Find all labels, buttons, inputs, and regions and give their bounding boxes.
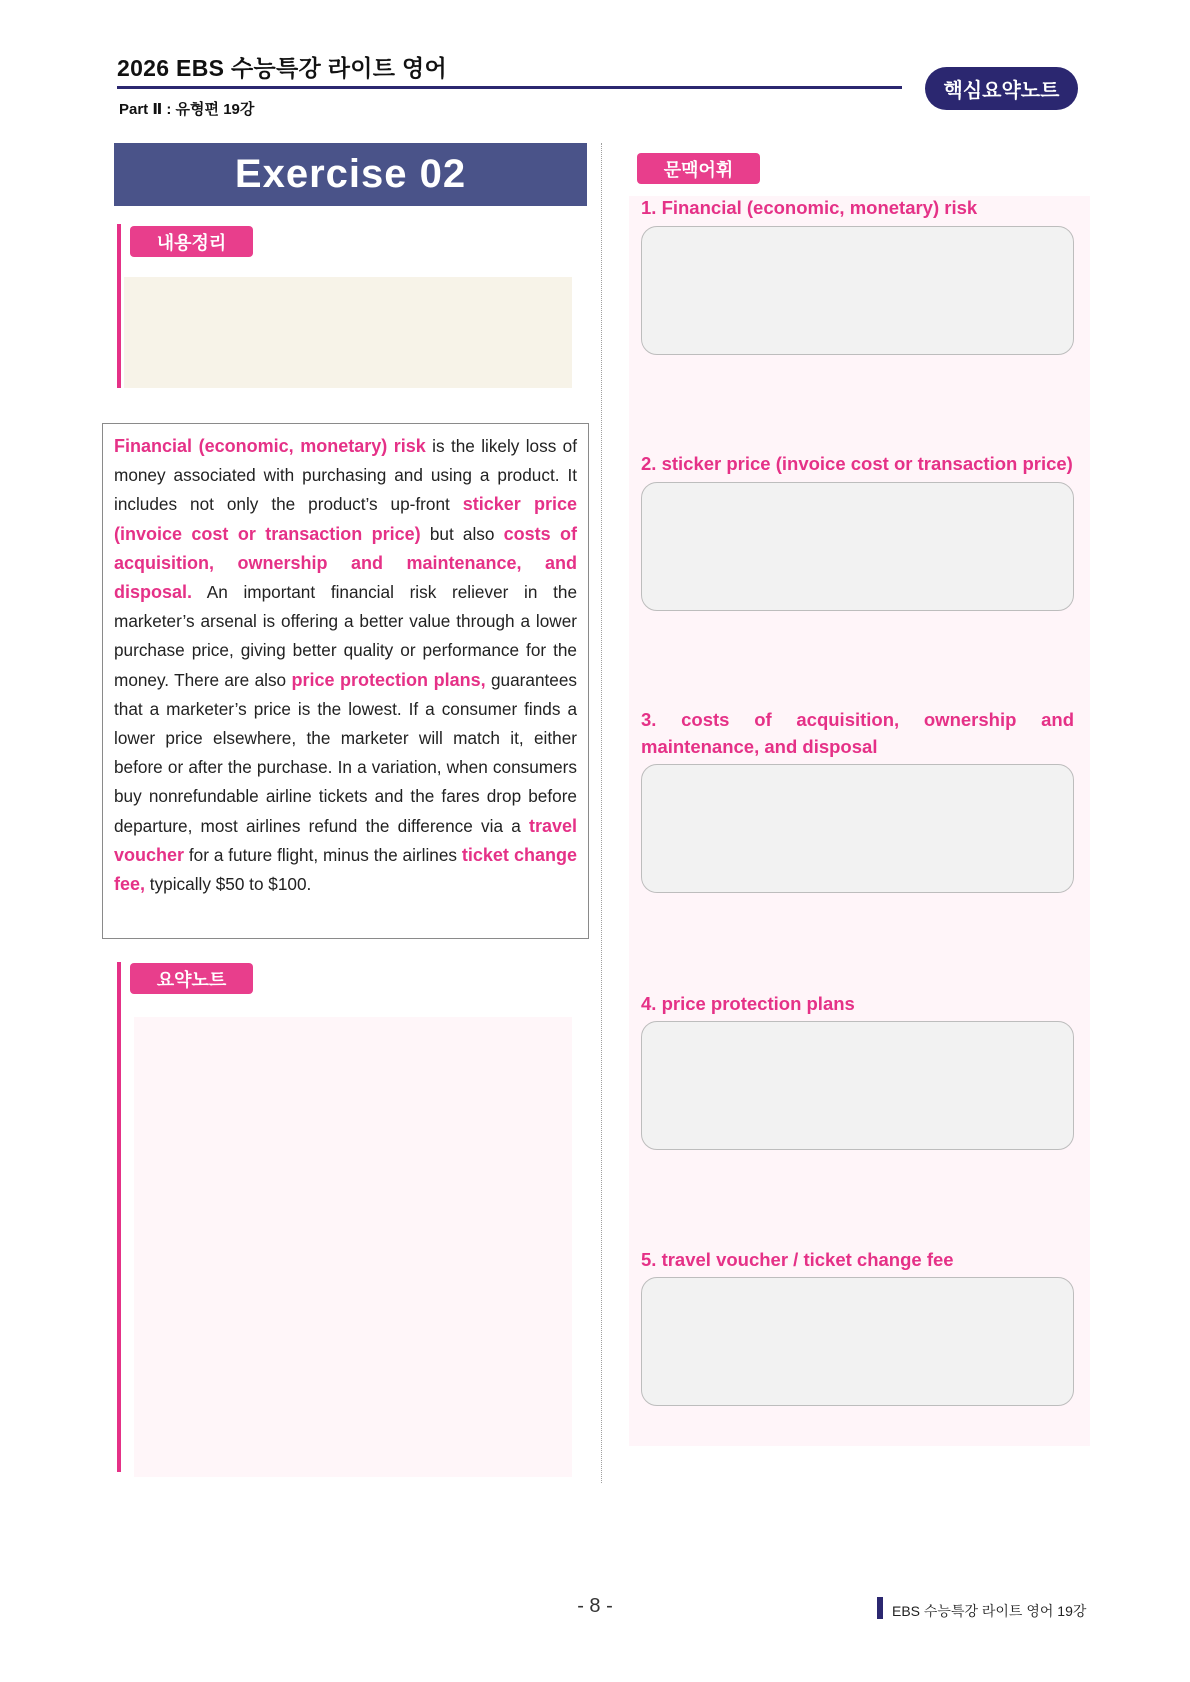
passage-segment: but also xyxy=(420,523,504,544)
content-summary-label: 내용정리 xyxy=(130,226,253,257)
footer-marker xyxy=(877,1597,883,1619)
page-number: - 8 - xyxy=(577,1595,613,1617)
vocab-item-3: 3. costs of acquisition, ownership and maintenance, and disposal xyxy=(641,709,1074,757)
passage-segment: costs of acquisition, ownership and maintenance, and disposal. xyxy=(114,523,577,603)
vocab-item-5: 5. travel voucher / ticket change fee xyxy=(641,1249,954,1270)
document-subtitle: Part Ⅱ : 유형편 19강 xyxy=(119,101,255,118)
passage-segment: travel voucher xyxy=(114,815,577,865)
vocab-item-4: 4. price protection plans xyxy=(641,993,855,1014)
passage-segment: guarantees that a marketer’s price is the lowest. If a consumer finds a lower price elsewhere, the marketer will match it, either before or after the purchase. In a variation, when consumers buy nonrefundable airline tickets and the fares drop before departure, most airlines refund the difference via a xyxy=(114,669,577,836)
summary-note-label: 요약노트 xyxy=(130,963,253,994)
vocab-answer-box-4[interactable] xyxy=(641,1021,1074,1150)
vocab-label: 문맥어휘 xyxy=(637,153,760,184)
document-title: 2026 EBS 수능특강 라이트 영어 xyxy=(117,55,447,81)
footer-text: EBS 수능특강 라이트 영어 19강 xyxy=(892,1603,1087,1619)
summary-note-box[interactable] xyxy=(134,1017,572,1477)
column-divider xyxy=(601,143,602,1483)
passage-segment: sticker price (invoice cost or transaction price) xyxy=(114,494,577,544)
passage-segment: price protection plans, xyxy=(291,669,486,690)
passage-segment: ticket change fee, xyxy=(114,844,577,895)
vocab-item-1: 1. Financial (economic, monetary) risk xyxy=(641,197,978,218)
passage-segment: An important financial risk reliever in the marketer’s arsenal is offering a better value through a lower purchase price, giving better quality or performance for the money. There are also xyxy=(114,582,577,690)
vocab-item-2: 2. sticker price (invoice cost or transaction price) xyxy=(641,453,1073,474)
passage-segment: is the likely loss of money associated with purchasing and using a product. It includes not only the product’s up-front xyxy=(114,436,577,515)
vocab-answer-box-5[interactable] xyxy=(641,1277,1074,1406)
passage-segment: for a future flight, minus the airlines xyxy=(184,844,462,865)
content-summary-box[interactable] xyxy=(124,277,572,388)
vocab-answer-box-1[interactable] xyxy=(641,226,1074,355)
header-divider xyxy=(117,86,902,89)
passage-segment: Financial (economic, monetary) risk xyxy=(114,436,426,456)
exercise-title: Exercise 02 xyxy=(114,143,587,206)
content-section-bar xyxy=(117,224,121,388)
passage-box xyxy=(102,423,589,939)
header-badge: 핵심요약노트 xyxy=(925,67,1078,110)
note-section-bar xyxy=(117,962,121,1472)
vocab-answer-box-3[interactable] xyxy=(641,764,1074,893)
vocab-answer-box-2[interactable] xyxy=(641,482,1074,611)
passage-segment: typically $50 to $100. xyxy=(145,874,312,895)
